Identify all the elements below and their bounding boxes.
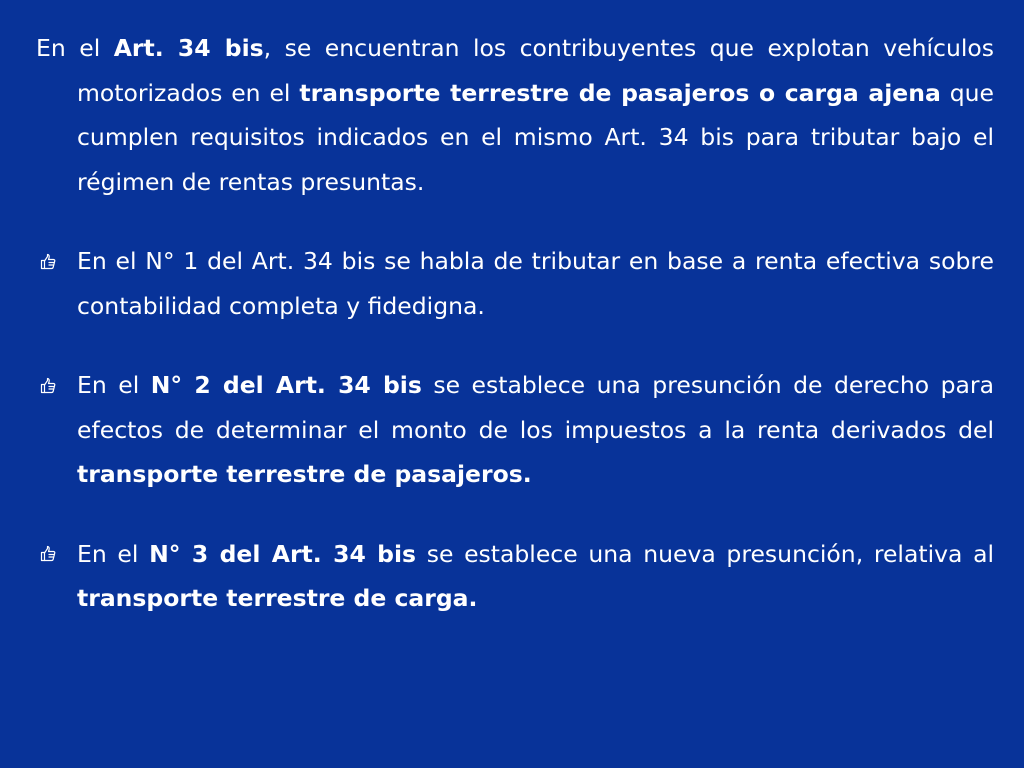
bullet-item-numero-3 — [36, 532, 994, 621]
text-run: En el — [77, 371, 151, 399]
text-run: En el — [36, 34, 114, 62]
text-run: que cumplen requisitos indicados en el mismo Art. 34 bis para tributar bajo el régimen de rentas presuntas. — [77, 78, 994, 196]
text-run: En el N° 1 del Art. 34 bis se habla de tributar en base a renta efectiva sobre contabilidad completa y fidedigna. — [77, 247, 994, 320]
paragraph-art-34-bis-intro — [36, 26, 994, 204]
text-run-bold: transporte terrestre de pasajeros. — [77, 460, 532, 488]
text-run-bold: transporte terrestre de pasajeros o carga ajena — [299, 78, 941, 107]
text-run-bold: N° 2 del Art. 34 bis — [150, 371, 422, 399]
text-run: En el — [77, 539, 150, 568]
thumbs-up-icon — [36, 363, 60, 408]
bullet-item-numero-2 — [36, 363, 994, 497]
text-run-bold: N° 3 del Art. 34 bis — [149, 539, 417, 568]
thumbs-up-icon — [36, 239, 60, 284]
text-run: se establece una presunción de derecho para efectos de determinar el monto de los impuestos a la renta derivados del — [77, 371, 994, 444]
bullet-item-numero-1 — [36, 239, 994, 328]
thumbs-up-icon — [36, 532, 60, 577]
text-run: se establece una nueva presunción, relativa al — [416, 539, 995, 568]
text-run-bold: transporte terrestre de carga. — [77, 584, 478, 612]
text-run-bold: Art. 34 bis — [113, 34, 264, 62]
text-run: , se encuentran los contribuyentes que explotan vehículos motorizados en el — [77, 34, 994, 107]
slide-body — [36, 26, 994, 656]
